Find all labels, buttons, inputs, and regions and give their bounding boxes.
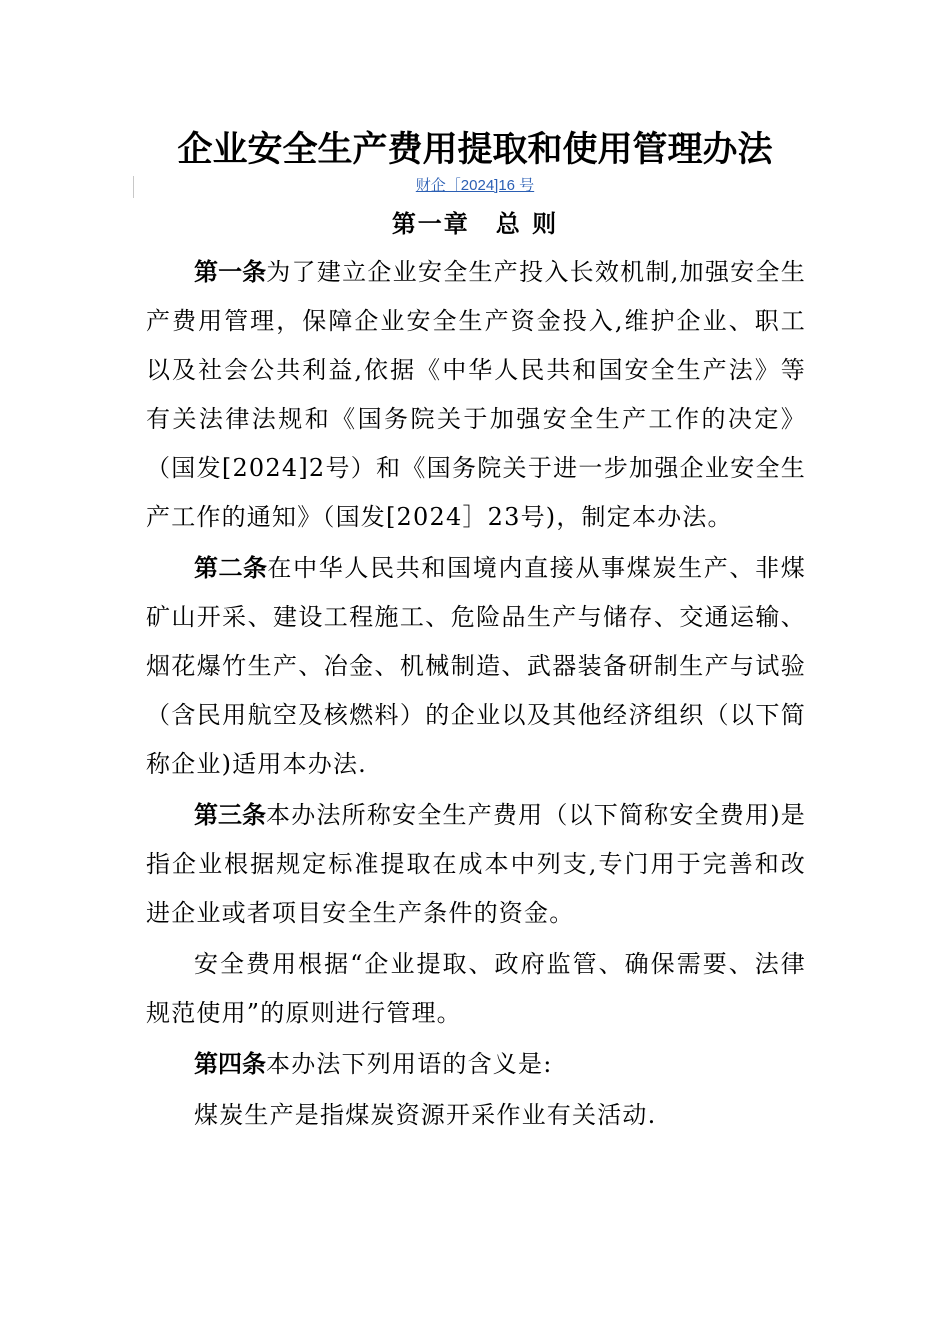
chapter-heading: 第一章 总 则 (391, 210, 559, 238)
document-number-link[interactable]: 财企［2024]16 号 (415, 177, 535, 194)
article-4-label: 第四条 (194, 1050, 266, 1078)
document-body (146, 248, 806, 1140)
coal-production-definition-paragraph (146, 1091, 806, 1140)
article-4-text: 本办法下列用语的含义是: (266, 1050, 553, 1078)
article-2-label: 第二条 (194, 554, 268, 582)
article-3-paragraph (146, 791, 806, 938)
article-1-label: 第一条 (194, 258, 267, 286)
coal-production-definition-text: 煤炭生产是指煤炭资源开采作业有关活动. (194, 1101, 657, 1129)
document-title: 企业安全生产费用提取和使用管理办法 (177, 129, 773, 170)
safety-fee-principle-text: 安全费用根据“企业提取、政府监管、确保需要、法律规范使用”的原则进行管理。 (146, 950, 806, 1027)
article-3-label: 第三条 (194, 801, 267, 829)
article-1-paragraph (146, 248, 806, 542)
safety-fee-principle-paragraph (146, 940, 806, 1038)
article-3-text: 本办法所称安全生产费用（以下简称安全费用)是指企业根据规定标准提取在成本中列支,专门用于完善和改进企业或者项目安全生产条件的资金。 (146, 801, 806, 927)
article-2-text: 在中华人民共和国境内直接从事煤炭生产、非煤矿山开采、建设工程施工、危险品生产与储存、交通运输、烟花爆竹生产、冶金、机械制造、武器装备研制生产与试验（含民用航空及核燃料）的企业以及其他经济组织（以下简称企业)适用本办法. (146, 554, 807, 778)
article-2-paragraph (146, 544, 806, 789)
article-1-text: 为了建立企业安全生产投入长效机制,加强安全生产费用管理，保障企业安全生产资金投入,维护企业、职工以及社会公共利益,依据《中华人民共和国安全生产法》等有关法律法规和《国务院关于加强安全生产工作的决定》（国发[2024]2号）和《国务院关于进一步加强企业安全生产工作的通知》（国发[2024］23号)，制定本办法。 (146, 258, 806, 531)
article-4-paragraph (146, 1040, 806, 1089)
